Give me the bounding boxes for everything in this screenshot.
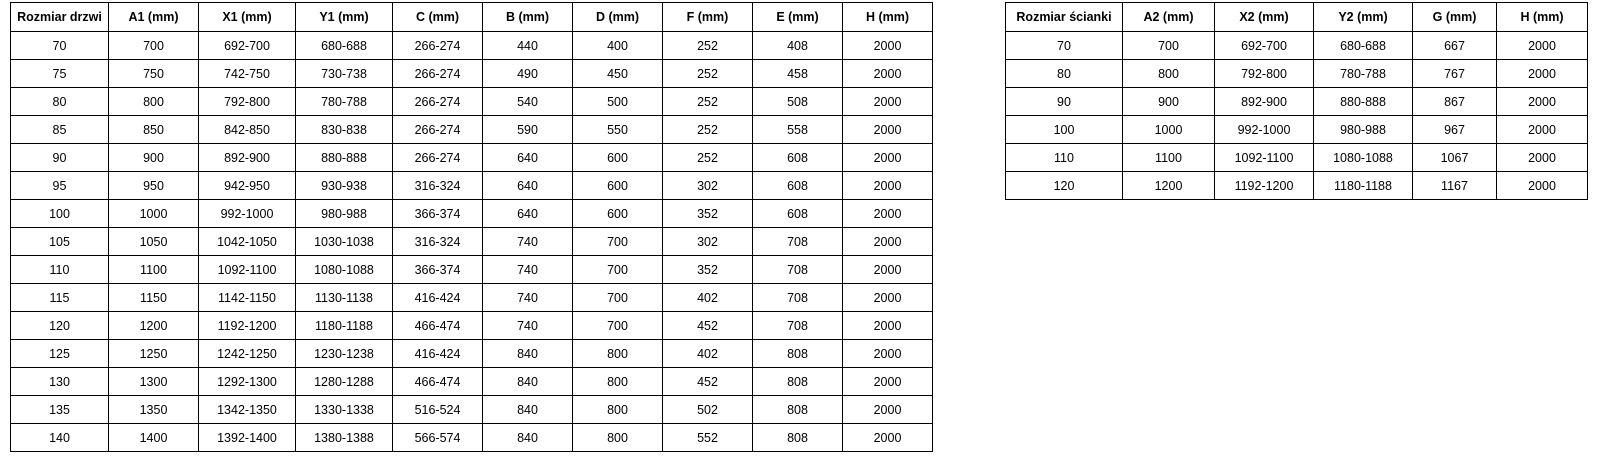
table-cell: 780-788 — [296, 88, 393, 116]
table-cell: 608 — [753, 172, 843, 200]
doors-column-header: B (mm) — [483, 3, 573, 32]
table-cell: 1080-1088 — [1314, 144, 1413, 172]
table-cell: 708 — [753, 284, 843, 312]
table-cell: 316-324 — [393, 228, 483, 256]
table-cell: 2000 — [843, 312, 933, 340]
table-cell: 867 — [1413, 88, 1497, 116]
table-cell: 302 — [663, 228, 753, 256]
table-cell: 2000 — [843, 32, 933, 60]
table-cell: 110 — [1006, 144, 1123, 172]
table-cell: 608 — [753, 200, 843, 228]
table-cell: 800 — [573, 396, 663, 424]
table-cell: 700 — [573, 284, 663, 312]
table-cell: 500 — [573, 88, 663, 116]
table-cell: 900 — [1123, 88, 1215, 116]
table-cell: 502 — [663, 396, 753, 424]
table-cell: 452 — [663, 312, 753, 340]
table-cell: 508 — [753, 88, 843, 116]
walls-column-header: G (mm) — [1413, 3, 1497, 32]
table-cell: 130 — [11, 368, 109, 396]
table-cell: 892-900 — [199, 144, 296, 172]
table-cell: 452 — [663, 368, 753, 396]
table-cell: 880-888 — [296, 144, 393, 172]
table-cell: 266-274 — [393, 32, 483, 60]
table-row — [11, 60, 933, 88]
table-cell: 558 — [753, 116, 843, 144]
table-cell: 2000 — [843, 424, 933, 452]
table-cell: 90 — [1006, 88, 1123, 116]
table-cell: 402 — [663, 340, 753, 368]
table-cell: 316-324 — [393, 172, 483, 200]
table-cell: 266-274 — [393, 144, 483, 172]
table-cell: 692-700 — [199, 32, 296, 60]
table-row — [11, 172, 933, 200]
table-cell: 740 — [483, 228, 573, 256]
table-cell: 2000 — [843, 368, 933, 396]
table-cell: 1200 — [1123, 172, 1215, 200]
table-row — [11, 368, 933, 396]
table-cell: 2000 — [1497, 32, 1588, 60]
table-cell: 1142-1150 — [199, 284, 296, 312]
table-cell: 800 — [573, 340, 663, 368]
table-row — [11, 32, 933, 60]
table-cell: 850 — [109, 116, 199, 144]
table-cell: 115 — [11, 284, 109, 312]
table-cell: 942-950 — [199, 172, 296, 200]
table-cell: 550 — [573, 116, 663, 144]
table-cell: 1350 — [109, 396, 199, 424]
table-cell: 980-988 — [1314, 116, 1413, 144]
table-cell: 840 — [483, 396, 573, 424]
table-cell: 680-688 — [1314, 32, 1413, 60]
table-cell: 252 — [663, 144, 753, 172]
table-cell: 466-474 — [393, 312, 483, 340]
table-cell: 1130-1138 — [296, 284, 393, 312]
table-cell: 135 — [11, 396, 109, 424]
table-cell: 366-374 — [393, 200, 483, 228]
table-cell: 400 — [573, 32, 663, 60]
table-cell: 1030-1038 — [296, 228, 393, 256]
table-cell: 1100 — [1123, 144, 1215, 172]
table-cell: 700 — [109, 32, 199, 60]
table-cell: 110 — [11, 256, 109, 284]
table-cell: 416-424 — [393, 340, 483, 368]
table-cell: 590 — [483, 116, 573, 144]
table-cell: 700 — [1123, 32, 1215, 60]
table-cell: 800 — [1123, 60, 1215, 88]
table-cell: 1100 — [109, 256, 199, 284]
table-row — [11, 340, 933, 368]
table-cell: 120 — [11, 312, 109, 340]
table-cell: 667 — [1413, 32, 1497, 60]
table-cell: 2000 — [843, 228, 933, 256]
table-row — [11, 312, 933, 340]
table-cell: 70 — [1006, 32, 1123, 60]
table-cell: 540 — [483, 88, 573, 116]
table-cell: 105 — [11, 228, 109, 256]
table-cell: 2000 — [1497, 88, 1588, 116]
table-cell: 2000 — [843, 172, 933, 200]
doors-dimensions-table — [10, 2, 933, 452]
table-cell: 830-838 — [296, 116, 393, 144]
table-cell: 516-524 — [393, 396, 483, 424]
doors-dimensions-table-container — [10, 2, 933, 452]
table-cell: 808 — [753, 424, 843, 452]
table-cell: 730-738 — [296, 60, 393, 88]
table-cell: 700 — [573, 312, 663, 340]
table-cell: 466-474 — [393, 368, 483, 396]
table-cell: 980-988 — [296, 200, 393, 228]
table-cell: 1192-1200 — [1215, 172, 1314, 200]
table-row — [11, 256, 933, 284]
table-cell: 120 — [1006, 172, 1123, 200]
table-cell: 692-700 — [1215, 32, 1314, 60]
table-cell: 992-1000 — [1215, 116, 1314, 144]
table-cell: 75 — [11, 60, 109, 88]
table-cell: 366-374 — [393, 256, 483, 284]
table-cell: 708 — [753, 228, 843, 256]
table-cell: 800 — [573, 424, 663, 452]
table-cell: 266-274 — [393, 88, 483, 116]
table-cell: 600 — [573, 172, 663, 200]
doors-column-header: E (mm) — [753, 3, 843, 32]
table-cell: 750 — [109, 60, 199, 88]
table-cell: 880-888 — [1314, 88, 1413, 116]
table-cell: 842-850 — [199, 116, 296, 144]
table-cell: 100 — [11, 200, 109, 228]
table-cell: 1180-1188 — [296, 312, 393, 340]
table-cell: 742-750 — [199, 60, 296, 88]
walls-column-header: Rozmiar ścianki — [1006, 3, 1123, 32]
table-cell: 1150 — [109, 284, 199, 312]
table-cell: 2000 — [843, 60, 933, 88]
table-header-row — [1006, 3, 1588, 32]
table-cell: 640 — [483, 200, 573, 228]
table-cell: 740 — [483, 256, 573, 284]
table-row — [11, 228, 933, 256]
table-cell: 1000 — [1123, 116, 1215, 144]
table-cell: 700 — [573, 228, 663, 256]
table-cell: 90 — [11, 144, 109, 172]
table-row — [11, 284, 933, 312]
table-cell: 2000 — [1497, 144, 1588, 172]
table-cell: 600 — [573, 144, 663, 172]
walls-dimensions-table-container — [1005, 2, 1588, 200]
table-cell: 266-274 — [393, 116, 483, 144]
doors-column-header: Y1 (mm) — [296, 3, 393, 32]
table-cell: 458 — [753, 60, 843, 88]
table-row — [1006, 144, 1588, 172]
table-cell: 566-574 — [393, 424, 483, 452]
doors-column-header: X1 (mm) — [199, 3, 296, 32]
table-cell: 792-800 — [199, 88, 296, 116]
table-row — [11, 424, 933, 452]
table-cell: 80 — [11, 88, 109, 116]
table-cell: 800 — [573, 368, 663, 396]
table-cell: 1250 — [109, 340, 199, 368]
table-cell: 1000 — [109, 200, 199, 228]
table-row — [1006, 172, 1588, 200]
table-cell: 780-788 — [1314, 60, 1413, 88]
doors-column-header: C (mm) — [393, 3, 483, 32]
table-cell: 100 — [1006, 116, 1123, 144]
table-cell: 1280-1288 — [296, 368, 393, 396]
table-cell: 402 — [663, 284, 753, 312]
table-cell: 1167 — [1413, 172, 1497, 200]
table-row — [11, 88, 933, 116]
table-cell: 1330-1338 — [296, 396, 393, 424]
table-cell: 302 — [663, 172, 753, 200]
table-cell: 930-938 — [296, 172, 393, 200]
table-cell: 1230-1238 — [296, 340, 393, 368]
table-cell: 1192-1200 — [199, 312, 296, 340]
table-cell: 2000 — [843, 144, 933, 172]
table-cell: 640 — [483, 144, 573, 172]
table-row — [1006, 60, 1588, 88]
doors-column-header: Rozmiar drzwi — [11, 3, 109, 32]
table-cell: 440 — [483, 32, 573, 60]
table-cell: 352 — [663, 200, 753, 228]
table-cell: 2000 — [1497, 116, 1588, 144]
table-cell: 490 — [483, 60, 573, 88]
table-cell: 950 — [109, 172, 199, 200]
table-cell: 352 — [663, 256, 753, 284]
table-cell: 900 — [109, 144, 199, 172]
table-cell: 708 — [753, 256, 843, 284]
table-cell: 1092-1100 — [1215, 144, 1314, 172]
table-cell: 1392-1400 — [199, 424, 296, 452]
table-cell: 416-424 — [393, 284, 483, 312]
table-cell: 1180-1188 — [1314, 172, 1413, 200]
table-cell: 792-800 — [1215, 60, 1314, 88]
table-cell: 2000 — [843, 340, 933, 368]
table-cell: 708 — [753, 312, 843, 340]
table-cell: 95 — [11, 172, 109, 200]
table-cell: 1342-1350 — [199, 396, 296, 424]
doors-column-header: A1 (mm) — [109, 3, 199, 32]
table-cell: 2000 — [1497, 60, 1588, 88]
table-cell: 85 — [11, 116, 109, 144]
table-row — [1006, 116, 1588, 144]
table-cell: 2000 — [843, 256, 933, 284]
table-cell: 70 — [11, 32, 109, 60]
doors-column-header: D (mm) — [573, 3, 663, 32]
table-cell: 1067 — [1413, 144, 1497, 172]
table-cell: 1242-1250 — [199, 340, 296, 368]
table-cell: 252 — [663, 116, 753, 144]
table-row — [1006, 88, 1588, 116]
table-cell: 967 — [1413, 116, 1497, 144]
table-row — [1006, 32, 1588, 60]
table-cell: 2000 — [1497, 172, 1588, 200]
table-cell: 450 — [573, 60, 663, 88]
table-cell: 1292-1300 — [199, 368, 296, 396]
table-cell: 1042-1050 — [199, 228, 296, 256]
table-cell: 252 — [663, 32, 753, 60]
table-cell: 808 — [753, 396, 843, 424]
table-cell: 408 — [753, 32, 843, 60]
walls-column-header: Y2 (mm) — [1314, 3, 1413, 32]
table-cell: 2000 — [843, 284, 933, 312]
table-cell: 1400 — [109, 424, 199, 452]
table-cell: 600 — [573, 200, 663, 228]
table-cell: 1200 — [109, 312, 199, 340]
table-cell: 640 — [483, 172, 573, 200]
table-row — [11, 116, 933, 144]
table-cell: 2000 — [843, 396, 933, 424]
walls-column-header: A2 (mm) — [1123, 3, 1215, 32]
table-cell: 1080-1088 — [296, 256, 393, 284]
table-cell: 266-274 — [393, 60, 483, 88]
table-cell: 125 — [11, 340, 109, 368]
table-cell: 808 — [753, 340, 843, 368]
table-cell: 1092-1100 — [199, 256, 296, 284]
table-cell: 1380-1388 — [296, 424, 393, 452]
table-cell: 740 — [483, 312, 573, 340]
table-row — [11, 144, 933, 172]
table-cell: 252 — [663, 60, 753, 88]
table-row — [11, 200, 933, 228]
table-cell: 700 — [573, 256, 663, 284]
table-body — [1006, 32, 1588, 200]
table-cell: 800 — [109, 88, 199, 116]
table-cell: 740 — [483, 284, 573, 312]
table-cell: 992-1000 — [199, 200, 296, 228]
walls-column-header: X2 (mm) — [1215, 3, 1314, 32]
table-header-row — [11, 3, 933, 32]
table-cell: 808 — [753, 368, 843, 396]
table-cell: 767 — [1413, 60, 1497, 88]
table-cell: 840 — [483, 340, 573, 368]
table-body — [11, 32, 933, 452]
table-cell: 608 — [753, 144, 843, 172]
table-cell: 840 — [483, 424, 573, 452]
table-cell: 80 — [1006, 60, 1123, 88]
table-row — [11, 396, 933, 424]
table-cell: 840 — [483, 368, 573, 396]
table-cell: 252 — [663, 88, 753, 116]
walls-dimensions-table — [1005, 2, 1588, 200]
table-cell: 140 — [11, 424, 109, 452]
table-cell: 680-688 — [296, 32, 393, 60]
table-cell: 1300 — [109, 368, 199, 396]
table-cell: 552 — [663, 424, 753, 452]
table-cell: 2000 — [843, 88, 933, 116]
doors-column-header: F (mm) — [663, 3, 753, 32]
walls-column-header: H (mm) — [1497, 3, 1588, 32]
table-cell: 1050 — [109, 228, 199, 256]
table-cell: 2000 — [843, 200, 933, 228]
table-cell: 2000 — [843, 116, 933, 144]
doors-column-header: H (mm) — [843, 3, 933, 32]
table-cell: 892-900 — [1215, 88, 1314, 116]
